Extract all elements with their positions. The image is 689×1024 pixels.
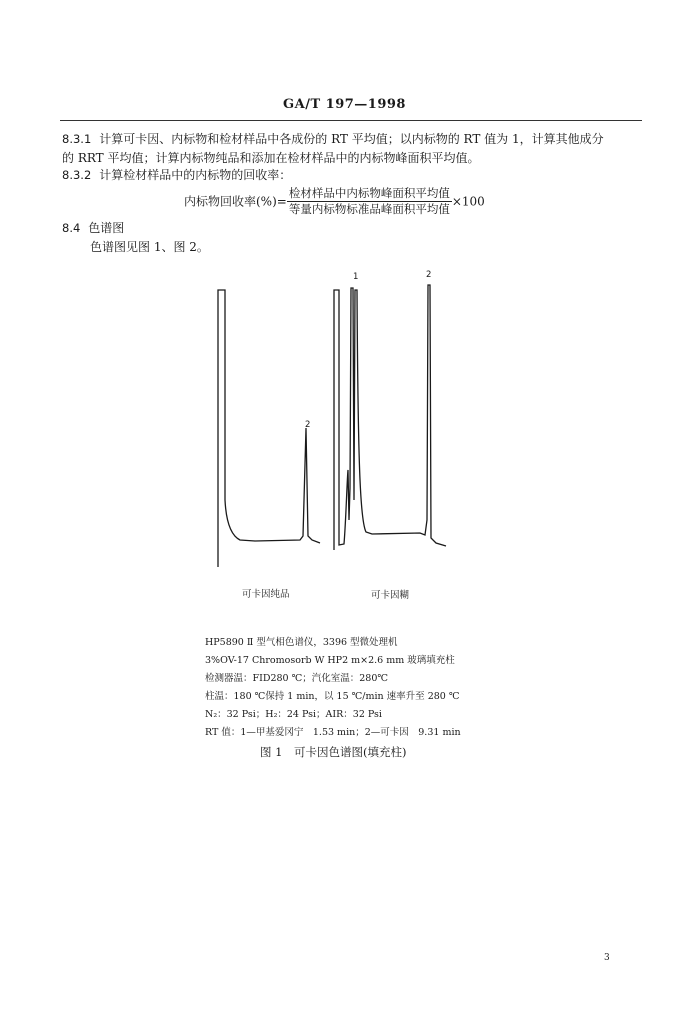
- formula-multiplier: ×100: [451, 194, 485, 209]
- formula-denominator: 等量内标物标准品峰面积平均值: [288, 202, 450, 216]
- section-8-3-1-line2: 的 RRT 平均值；计算内标物纯品和添加在检材样品中的内标物峰面积平均值。: [62, 151, 480, 165]
- left-panel-label: 可卡因纯品: [242, 589, 290, 600]
- left-peak-label: 2: [305, 420, 311, 430]
- condition-line: 柱温：180 ℃保持 1 min，以 15 ℃/min 速率升至 280 ℃: [205, 691, 460, 702]
- section-text: 计算检材样品中的内标物的回收率：: [99, 168, 292, 182]
- section-8-4-text: 色谱图见图 1、图 2。: [90, 240, 209, 254]
- right-chromatogram-trace: [334, 285, 446, 550]
- formula-lhs: 内标物回收率(%)=: [184, 194, 287, 209]
- condition-line: N₂：32 Psi；H₂：24 Psi；AIR：32 Psi: [205, 709, 382, 720]
- condition-line: HP5890 Ⅱ 型气相色谱仪，3396 型微处理机: [205, 637, 398, 648]
- page-number: 3: [604, 953, 610, 963]
- standard-code-header: GA/T 197—1998: [283, 97, 406, 112]
- section-number: 8.4: [62, 221, 81, 235]
- section-number: 8.3.1: [62, 132, 92, 146]
- section-number: 8.3.2: [62, 168, 92, 182]
- condition-line: RT 值：1—甲基爱冈宁 1.53 min；2—可卡因 9.31 min: [205, 727, 461, 738]
- formula-numerator: 检材样品中内标物峰面积平均值: [288, 186, 450, 200]
- right-peak-label-1: 1: [353, 272, 359, 282]
- section-text-line1: 计算可卡因、内标物和检材样品中各成份的 RT 平均值；以内标物的 RT 值为 1，计算其他成分: [99, 132, 604, 146]
- condition-line: 3%OV-17 Chromosorb W HP2 m×2.6 mm 玻璃填充柱: [205, 655, 455, 666]
- condition-line: 检测器温：FID280 ℃；汽化室温：280℃: [205, 673, 389, 684]
- right-panel-label: 可卡因糊: [371, 590, 410, 601]
- figure-caption: 图 1 可卡因色谱图(填充柱): [260, 745, 407, 759]
- right-peak-label-2: 2: [426, 270, 432, 280]
- section-title: 色谱图: [88, 221, 125, 235]
